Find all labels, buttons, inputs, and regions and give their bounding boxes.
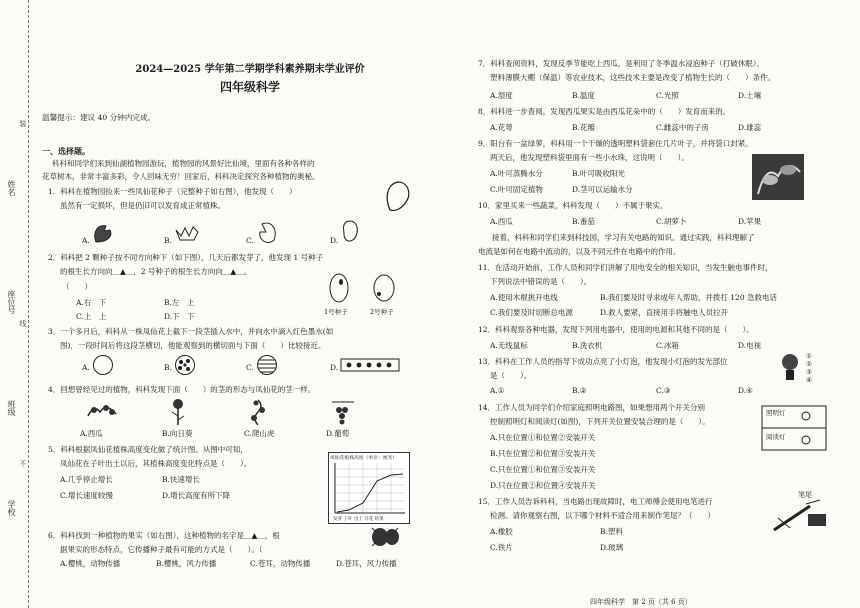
q11-stem: 11．在活动开始前，工作人员和同学们讲解了用电安全的相关知识，当发生触电事件时， [478, 263, 773, 272]
q5-option-d[interactable]: D.增长高度有所下降 [162, 491, 231, 500]
q6-option-c[interactable]: C.苍耳，动物传播 [250, 559, 311, 568]
q2-option-a[interactable]: A.右 下 [76, 298, 107, 307]
seed-broken-icon [256, 220, 280, 246]
q1-option-c[interactable]: C. [246, 236, 254, 245]
q10-option-c[interactable]: C.胡萝卜 [656, 217, 687, 226]
q13-stem2: 是（ ）。 [490, 371, 532, 380]
q1-option-d[interactable]: D. [330, 236, 339, 245]
q10-option-a[interactable]: A.西瓜 [490, 217, 513, 226]
q11-option-a[interactable]: A.使用木棍挑开电线 [490, 293, 558, 302]
q1-option-b[interactable]: B. [164, 236, 172, 245]
binding-margin [0, 0, 29, 608]
q2-stem2: 的根生长方向向＿▲＿，2 号种子的根生长方向向＿▲＿。 [60, 267, 252, 276]
q7-stem: 7．科科查阅资料，发现反季节能吃上西瓜，是利用了冬季温水浸泡种子（打破休眠）、 [478, 59, 765, 68]
seed-2-icon [372, 272, 396, 304]
cocklebur-fruit-icon [370, 526, 400, 548]
chart-grid [329, 453, 409, 523]
exam-title: 2024—2025 学年第二学期学科素养期末学业评价 [135, 64, 365, 75]
bulb-mark-1: ① [806, 352, 812, 360]
q8-option-c[interactable]: C.雌蕊中的子房 [656, 123, 709, 132]
q5-stem: 5．科科根据凤仙花植株高度变化做了统计图。从图中可知， [48, 445, 248, 454]
q9-option-a[interactable]: A.叶可蒸腾水分 [490, 169, 543, 178]
seat-label: 座位号 [7, 290, 16, 314]
q12-option-c[interactable]: C.冰箱 [656, 341, 679, 350]
light-bulb-icon [780, 352, 802, 384]
lamp1-label: 照明灯 [766, 409, 786, 417]
q12-option-a[interactable]: A.无线鼠标 [490, 341, 528, 350]
intro2-line: 接着，科科和同学们来到科技园，学习有关电路的知识。通过实践，科科理解了 [492, 233, 755, 242]
q9-stem: 9．阳台有一盆绿萝，科科用一个干燥的透明塑料袋套住几片叶子，并将袋口封紧。 [478, 139, 753, 148]
q4-option-d[interactable]: D.葡萄 [326, 429, 350, 438]
q13-option-d[interactable]: D.④ [738, 386, 753, 395]
intro2-line: 电流是如何在电路中流动的，以及不同元件在电路中的作用。 [478, 247, 681, 256]
cross-section-b-icon [174, 354, 196, 376]
bulb-mark-2: ② [806, 360, 812, 368]
cross-section-c-icon [256, 354, 278, 376]
bulb-mark-3: ③ [806, 368, 812, 376]
seed-2-label: 2号种子 [370, 308, 394, 316]
q14-option-a[interactable]: A.只在位置①和位置②安装开关 [490, 433, 596, 442]
q2-option-b[interactable]: B.左 上 [164, 298, 195, 307]
lamp2-label: 阅读灯 [766, 433, 786, 441]
q8-option-a[interactable]: A.花萼 [490, 123, 513, 132]
q6-option-b[interactable]: B.樱桃，风力传播 [156, 559, 217, 568]
seed-1-icon [328, 272, 350, 304]
seed-broken-icon [174, 224, 200, 242]
seal-char: 装 [19, 120, 27, 127]
q5-stem2: 凤仙花在子叶出土以后，其植株高度变化特点是（ ）。 [60, 459, 252, 468]
q2-option-d[interactable]: D.下 下 [164, 312, 195, 321]
q5-option-a[interactable]: A.几乎停止增长 [60, 475, 113, 484]
tip-text: 温馨提示：建议 40 分钟内完成。 [42, 113, 156, 122]
q1-stem2: 虽然有一定损坏，但是仍旧可以发育成正常植株。 [60, 201, 225, 210]
seed-broken-icon [92, 222, 114, 244]
q11-option-c[interactable]: C.我们要及时切断总电源 [490, 308, 573, 317]
q4-option-b[interactable]: B.向日葵 [162, 429, 193, 438]
sunflower-icon [168, 398, 188, 426]
q13-option-c[interactable]: C.③ [656, 386, 671, 395]
creeper-icon [248, 398, 268, 426]
q15-option-a[interactable]: A.橡胶 [490, 527, 513, 536]
seed-broken-icon [340, 218, 362, 246]
q6-stem: 6．科科找到一种植物的果实（如右图），这种植物的名字是＿▲＿，根 [48, 531, 280, 540]
q8-option-b[interactable]: B.花瓣 [572, 123, 595, 132]
q4-stem: 4．回想曾经见过的植物，科科发现下面（ ）的茎的形态与凤仙花的茎一样。 [48, 385, 316, 394]
q7-stem2: 塑料薄膜大棚（保温）等农业技术，这些技术主要是改变了植物生长的（ ）条件。 [490, 73, 775, 82]
q15-option-d[interactable]: D.玻璃 [600, 543, 624, 552]
q15-stem: 15．工作人员告诉科科，当电路出现故障时，电工师傅会使用电笔进行 [478, 497, 713, 506]
q3-stem2: 图)．一段时间后将这段茎横切，他能观察到的横切面与下面（ ）比较接近。 [60, 341, 326, 350]
test-pen-icon [770, 498, 830, 534]
seed-1-label: 1号种子 [324, 308, 348, 316]
q10-stem: 10．家里买来一些蔬菜，科科发现（ ）不属于果实。 [478, 201, 668, 210]
intro-line: 花草树木，非常丰富多彩，令人回味无穷！回家后，科科决定探究各种植物的奥秘。 [42, 172, 320, 181]
q9-option-c[interactable]: C.叶可固定植物 [490, 185, 543, 194]
q7-option-c[interactable]: C.光照 [656, 91, 679, 100]
name-label: 姓名 [7, 180, 16, 196]
q12-stem: 12．科科观察各种电器，发现下列用电器中，使用的电源和其他不同的是（ ）。 [478, 325, 754, 334]
q4-option-a[interactable]: A.西瓜 [80, 429, 103, 438]
subject-title: 四年级科学 [219, 80, 280, 94]
cross-section-a-icon [92, 354, 114, 376]
q2-option-c[interactable]: C.上 上 [76, 312, 107, 321]
grape-icon [330, 398, 356, 426]
q14-stem: 14．工作人员为同学们介绍家庭照明电路图，如果想用两个开关分别 [478, 403, 706, 412]
q8-stem: 8．科科进一步查阅，发现西瓜果实是由西瓜花朵中的（ ）发育而来的。 [478, 107, 731, 116]
q3-option-c[interactable]: C. [246, 363, 254, 372]
q11-option-b[interactable]: B.我们要及时寻求成年人帮助，并拨打 120 急救电话 [600, 293, 777, 302]
q10-option-b[interactable]: B.番茄 [572, 217, 595, 226]
plant-bag-photo-icon [752, 154, 804, 200]
q13-option-b[interactable]: B.② [572, 386, 587, 395]
q6-option-a[interactable]: A.樱桃，动物传播 [60, 559, 121, 568]
seed-complete-icon [384, 180, 412, 214]
section-heading: 一、选择题。 [42, 146, 90, 156]
q5-option-b[interactable]: B.快速增长 [162, 475, 200, 484]
q9-option-d[interactable]: D.茎可以运输水分 [572, 185, 633, 194]
q6-option-d[interactable]: D.苍耳，风力传播 [336, 559, 397, 568]
q8-option-d[interactable]: D.雄蕊 [738, 123, 762, 132]
q15-option-b[interactable]: B.塑料 [600, 527, 623, 536]
q2-paren: （ ） [62, 282, 92, 291]
q1-stem: 1．科科在植物园捡来一些凤仙花种子（完整种子如右图），他发现（ ） [48, 187, 297, 196]
q14-option-b[interactable]: B.只在位置②和位置③安装开关 [490, 449, 596, 458]
q14-option-c[interactable]: C.只在位置①和位置③安装开关 [490, 465, 596, 474]
q4-option-c[interactable]: C.爬山虎 [244, 429, 275, 438]
q15-stem2: 检测。请你观察右图，以下哪个材料不适合用来制作笔尾？（ ） [490, 511, 715, 520]
q7-option-a[interactable]: A.湿度 [490, 91, 513, 100]
seal-char: 线 [19, 320, 27, 327]
pen-tail-label: 笔尾 [798, 491, 812, 499]
intro-line: 科科和同学们来到仙湖植物园游玩，植物园的风景好比仙境，里面有各种各样的 [52, 159, 315, 168]
school-label: 学校 [7, 500, 16, 516]
seal-char: 不 [19, 460, 27, 467]
q7-option-d[interactable]: D.土壤 [738, 91, 762, 100]
q11-option-d[interactable]: D.救人要紧，直接用手将触电人员拉开 [600, 308, 729, 317]
q1-option-a[interactable]: A. [82, 236, 90, 245]
q3-option-b[interactable]: B. [164, 363, 172, 372]
q15-option-c[interactable]: C.铁片 [490, 543, 513, 552]
q3-stem: 3．一个多月后，科科从一株凤仙花上截下一段茎插入水中，并向水中滴入红色墨水(如 [48, 327, 334, 336]
q5-option-c[interactable]: C.增长速度较慢 [60, 491, 113, 500]
watermelon-plant-icon [86, 400, 118, 420]
class-label: 班级 [7, 400, 16, 416]
chart-title: 凤仙花植株高度（单位：厘米） [330, 456, 398, 461]
q6-stem2: 据果实的形态特点，它传播种子最有可能的方式是（ ）。（ [60, 545, 263, 554]
q7-option-b[interactable]: B.温度 [572, 91, 595, 100]
q14-stem2: 控制照明灯和阅读灯(如图)，下列开关位置安装合理的是（ ）。 [490, 417, 710, 426]
height-chart [328, 452, 410, 524]
q12-option-b[interactable]: B.洗衣机 [572, 341, 603, 350]
q11-stem2: 下列说法中错误的是（ ）。 [490, 277, 592, 286]
q10-option-d[interactable]: D.苹果 [738, 217, 762, 226]
q2-stem: 2．科科把 2 颗种子按不同方向种下（如下图），几天后都发芽了，他发现 1 号种子 [48, 253, 324, 262]
q12-option-d[interactable]: D.电视 [738, 341, 762, 350]
page-footer: 四年级科学 第 2 页（共 6 页） [590, 598, 692, 606]
q3-option-d[interactable]: D. [330, 363, 339, 372]
q13-option-a[interactable]: A.① [490, 386, 505, 395]
chart-x-labels: 发芽 子叶 出土 开花 结果 [333, 517, 384, 522]
bulb-mark-4: ④ [806, 376, 812, 384]
cross-section-d-icon [340, 358, 400, 372]
q13-stem: 13．科科在工作人员的指导下成功点亮了小灯泡，他发现小灯泡的发光部位 [478, 357, 728, 366]
q3-option-a[interactable]: A. [82, 363, 90, 372]
q9-option-b[interactable]: B.叶可吸收阳光 [572, 169, 625, 178]
q14-option-d[interactable]: D.只在位置②和位置④安装开关 [490, 481, 596, 490]
q9-stem2: 两天后，他发现塑料袋里面有一些小水珠，这说明（ ）。 [490, 153, 689, 162]
